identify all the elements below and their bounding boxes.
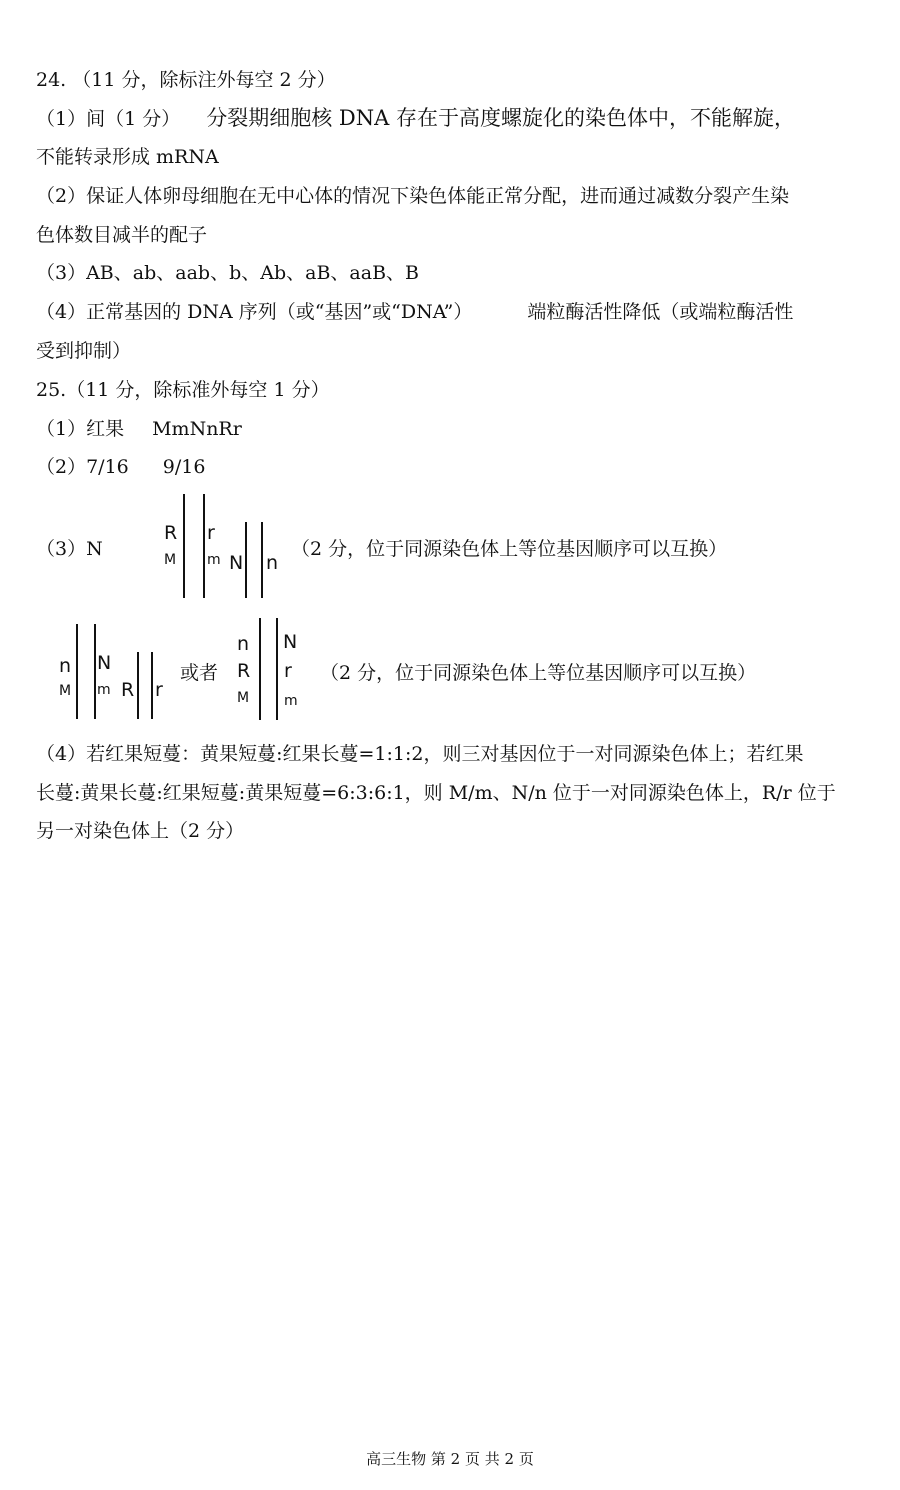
d1-bar-4 [261,522,263,598]
q25-part1-answer: MmNnRr [152,418,242,440]
d1-c1-top: R [164,522,178,544]
d2-bar-2 [94,624,96,719]
d2-c1-bot: M [59,683,72,699]
q24-part1-cont: 不能转录形成 mRNA [36,146,219,168]
d2-bar-1 [76,624,78,719]
d2-c1-top: n [59,655,72,677]
q24-part4-cont: 受到抑制） [36,340,132,362]
d1-c4: n [266,552,279,574]
d3-c1-bot: M [237,690,250,706]
d1-bar-3 [245,522,247,598]
q25-part2-label: （2）7/16 [36,456,129,478]
d2-c2-top: N [97,652,112,674]
d2-c2-bot: m [97,682,111,698]
q24-part4-label: （4）正常基因的 DNA 序列（或“基因”或“DNA”） [36,301,473,323]
q25-part4-line1: （4）若红果短蔓：黄果短蔓:红果长蔓=1:1:2，则三对基因位于一对同源染色体上；若红果 [36,743,804,765]
q25-part1 [36,416,242,442]
d3-bar-1 [259,618,261,720]
q24-part4 [36,299,793,325]
q25-alt-word: 或者 [180,662,219,684]
page-footer: 高三生物 第 2 页 共 2 页 [366,1450,534,1468]
d1-bar-2 [203,494,205,598]
d2-bar-4 [151,652,153,719]
q24-part4-text: 端粒酶活性降低（或端粒酶活性 [527,301,794,323]
d2-c4: r [155,679,163,701]
d1-c3: N [229,552,244,574]
q24-part2-cont: 色体数目减半的配子 [36,224,208,246]
d1-c2-bot: m [207,552,221,568]
q25-alt-note: （2 分，位于同源染色体上等位基因顺序可以互换） [320,662,757,684]
d1-c2-top: r [207,522,215,544]
d3-c1-mid: R [237,660,251,682]
q25-part2-answer: 9/16 [162,456,206,478]
q25-part4-line3: 另一对染色体上（2 分） [36,820,245,842]
q25-part3-note: （2 分，位于同源染色体上等位基因顺序可以互换） [291,538,728,560]
q24-part2: （2）保证人体卵母细胞在无中心体的情况下染色体能正常分配，进而通过减数分裂产生染 [36,185,790,207]
d2-c3: R [121,679,135,701]
q24-part1 [36,105,795,132]
d3-c2-bot: m [284,693,298,709]
q25-part4-line2: 长蔓:黄果长蔓:红果短蔓:黄果短蔓=6:3:6:1，则 M/m、N/n 位于一对同源染色体上，R/r 位于 [36,782,836,804]
q25-part2 [36,454,205,480]
q25-header: 25.（11 分，除标准外每空 1 分） [36,379,330,401]
d1-bar-1 [183,494,185,598]
q25-part3-label: （3）N [36,538,103,560]
q25-part1-label: （1）红果 [36,418,125,440]
d3-c2-mid: r [284,660,292,682]
d3-c2-top: N [283,631,298,653]
q24-part1-text: 分裂期细胞核 DNA 存在于高度螺旋化的染色体中，不能解旋， [206,106,795,130]
d1-c1-bot: M [164,552,177,568]
q24-header: 24. （11 分，除标注外每空 2 分） [36,69,336,91]
d3-c1-top: n [237,633,250,655]
d3-bar-2 [276,618,278,720]
d2-bar-3 [137,652,139,719]
q24-part1-label: （1）间（1 分） [36,108,181,130]
q24-part3: （3）AB、ab、aab、b、Ab、aB、aaB、B [36,262,419,284]
